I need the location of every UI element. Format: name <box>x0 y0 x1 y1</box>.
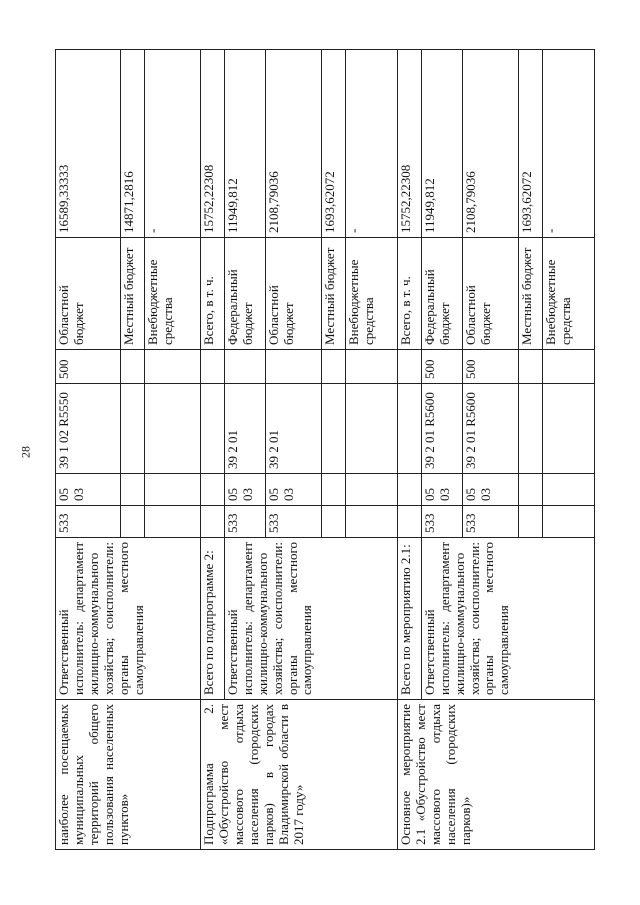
vr-cell: 500 <box>421 350 462 384</box>
source-cell: Федеральный бюджет <box>224 238 265 350</box>
vr-cell: 500 <box>56 350 121 384</box>
source-cell: Внебюджетные средства <box>542 238 594 350</box>
amount-cell: 2108,79036 <box>462 50 518 238</box>
rzpr-cell: 05 03 <box>224 474 265 506</box>
section-cell: наиболее посещаемых муниципальных территорий общего пользования населенных пунктов» <box>56 700 201 850</box>
grbs-cell: 533 <box>462 506 518 538</box>
csr-cell: 39 2 01 R5600 <box>421 384 462 474</box>
total-label-cell: Всего по подпрограмме 2: <box>201 538 225 700</box>
amount-cell: 1693,62072 <box>322 50 346 238</box>
amount-cell: 11949,812 <box>421 50 462 238</box>
csr-cell: 39 2 01 <box>224 384 265 474</box>
amount-cell: - <box>542 50 594 238</box>
rzpr-cell: 05 03 <box>421 474 462 506</box>
amount-cell: 1693,62072 <box>519 50 543 238</box>
grbs-cell: 533 <box>421 506 462 538</box>
page-number: 28 <box>18 446 33 458</box>
amount-cell: - <box>345 50 397 238</box>
executor-cell: Ответственный исполнитель: департамент жилищно-коммунального хозяйства; соисполнители: органы местного самоуправления <box>56 538 201 700</box>
amount-cell: - <box>144 50 200 238</box>
executor-cell: Ответственный исполнитель: департамент жилищно-коммунального хозяйства; соисполнители: органы местного самоуправления <box>421 538 594 700</box>
amount-cell: 16589,33333 <box>56 50 121 238</box>
source-cell: Внебюджетные средства <box>345 238 397 350</box>
table-row <box>56 50 121 850</box>
source-cell: Областной бюджет <box>265 238 321 350</box>
rzpr-cell: 05 03 <box>56 474 121 506</box>
source-cell: Федеральный бюджет <box>421 238 462 350</box>
source-cell: Областной бюджет <box>56 238 121 350</box>
vr-cell: 500 <box>462 350 518 384</box>
amount-cell: 15752,22308 <box>201 50 225 238</box>
rotated-table-wrapper <box>55 50 595 850</box>
rzpr-cell: 05 03 <box>462 474 518 506</box>
amount-cell: 2108,79036 <box>265 50 321 238</box>
section-cell: Основное мероприятие 2.1 «Обустройство мест массового отдыха населения (городских парков)» <box>397 700 594 850</box>
total-label-cell: Всего по мероприятию 2.1: <box>397 538 421 700</box>
grbs-cell: 533 <box>224 506 265 538</box>
csr-cell: 39 1 02 R5550 <box>56 384 121 474</box>
amount-cell: 15752,22308 <box>397 50 421 238</box>
grbs-cell: 533 <box>56 506 121 538</box>
executor-cell: Ответственный исполнитель: департамент жилищно-коммунального хозяйства; соисполнители: органы местного самоуправления <box>224 538 397 700</box>
source-cell: Всего, в т. ч. <box>201 238 225 350</box>
amount-cell: 11949,812 <box>224 50 265 238</box>
source-cell: Областной бюджет <box>462 238 518 350</box>
source-cell: Местный бюджет <box>322 238 346 350</box>
section-cell: Подпрограмма 2. «Обустройство мест массового отдыха населения (городских парков) в городах Владимирской области в 2017 году» <box>201 700 398 850</box>
table-row <box>201 50 225 850</box>
csr-cell: 39 2 01 <box>265 384 321 474</box>
rzpr-cell: 05 03 <box>265 474 321 506</box>
source-cell: Местный бюджет <box>519 238 543 350</box>
table-row <box>397 50 421 850</box>
grbs-cell: 533 <box>265 506 321 538</box>
budget-table <box>55 49 595 850</box>
source-cell: Всего, в т. ч. <box>397 238 421 350</box>
source-cell: Внебюджетные средства <box>144 238 200 350</box>
amount-cell: 14871,2816 <box>120 50 144 238</box>
csr-cell: 39 2 01 R5600 <box>462 384 518 474</box>
source-cell: Местный бюджет <box>120 238 144 350</box>
